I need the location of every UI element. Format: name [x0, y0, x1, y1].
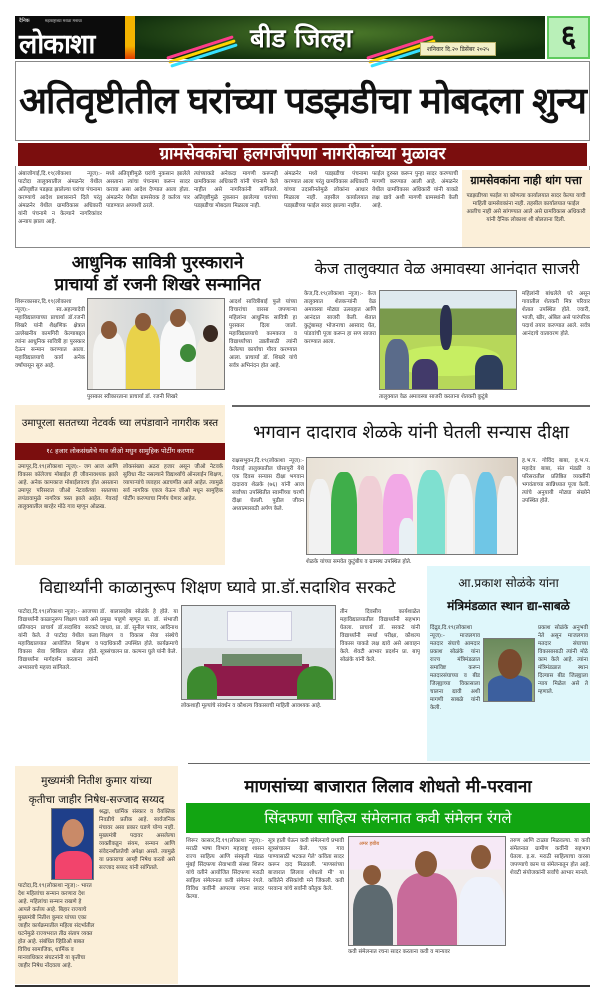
person-figure [126, 323, 160, 389]
person-figure [353, 885, 393, 945]
sarkate-text: लोकशाही मूल्यांचे संवर्धन व कौशल्य विकासाची माहिती आवश्यक आहे. [181, 703, 322, 709]
bhagwan-text: ह.भ.प. गोविंद बाबा, ह.भ.प. महादेव बाबा, संत मंडळी व परिसरातील प्रतिष्ठित व्यक्तींनी भगवंताच्या सान्निध्यात पूजा केली. त्यांचे अनुयायी मोठ्या संख्येने उपस्थित होते. [522, 458, 590, 504]
solanke-headline-line2: मंत्रिमंडळात स्थान द्या-साबळे [447, 599, 570, 613]
person-head [203, 325, 218, 342]
solanke-box [427, 566, 590, 761]
sidebar-text: पडझडीच्या फाईल या कोणत्या कार्यालयात सादर केल्या याची माहिती ग्रामसेवकांना नाही. तहसील कार्यालयात फाईल आलीच नाही असे सांगण्यात आले असे ग्रामविकास अधिकारी यांनी दैनिक लोकाशा शी बोलताना दिली. [466, 193, 586, 223]
child-figure [399, 518, 415, 554]
person-figure [459, 877, 505, 945]
person-figure [331, 472, 357, 554]
masthead-stripe [125, 16, 135, 59]
stage-banner [227, 611, 292, 641]
savitri-headline [15, 252, 300, 296]
savitri-headline-line1: आधुनिक सावित्री पुरस्काराने [71, 253, 244, 273]
kej-text: केज,दि.१९(लोकाशा न्यूज):- केज तालुक्यात शेतकऱ्यांनी वेळ अमावस्या मोठ्या उत्साहात आणि आनंदात साजरी केली. शेतात कुटुंबासह भोजनाचा आस्वाद घेत, पांडवांची पूजा करून हा सण साजरा करण्यात आला. [304, 291, 376, 345]
section-divider [188, 763, 590, 764]
logo-tagline: महाराष्ट्राच्या मराठा मनाचा [45, 18, 82, 23]
section-divider [232, 405, 590, 407]
parwana-photo [348, 836, 506, 946]
lead-column: अंबाजोगाई,दि.१९(लोकाशा न्यूज):- पाटोदा तालुक्यातील अंमळनेर येथील अतिवृष्टीत पडझड झालेल्या घरांचा पंचनामा करण्याचे आदेश प्रशासनाने दिले परंतु अंमळनेर येथील ग्रामविकास अधिकारी यांनी पंचनामे न केल्याने नागरिकांवर अन्याय झाला आहे. [18, 171, 102, 225]
parwana-text: तरुण आणि टाळ्या मिळवल्या. या कवी संमेलनात ग्रामीण कवींनी सहभाग घेतला. इ.स. मराठी साहित्याचा वारसा जपण्याचे काम या संमेलनातून होत आहे. शेवटी संयोजकांनी सर्वांचे आभार मानले. [510, 838, 590, 876]
solanke-photo [483, 638, 535, 702]
person-head [62, 819, 84, 847]
logo-prefix: दैनिक [19, 18, 30, 24]
nitish-photo [51, 808, 94, 880]
nitish-text: पाटोदा,दि.१९(लोकाशा न्यूज):- भारत देश महिलांचा सन्मान करणारा देश आहे. महिलांचा सन्मान राखणे हे आपले कर्तव्य आहे. बिहार राज्याचे मुख्यमंत्री नितीश कुमार यांच्या एका जाहीर कार्यक्रमातील महिला संदर्भातील घटनेमुळे राज्यभरात तीव्र संताप व्यक्त होत आहे. संबंधित व्हिडिओ बाबत विविध सामाजिक, धार्मिक व मानवाधिकार संघटनांनी या कृतीचा जाहीर निषेध नोंदवला आहे. [18, 883, 95, 969]
person-head [135, 313, 151, 331]
kej-photo-caption: तालुक्यात वेळ अमावस्या साजरी करताना शेतकरी कुटुंबे [379, 394, 488, 400]
person-figure [440, 305, 452, 350]
bhagwan-photo [306, 457, 518, 555]
solanke-text: प्रकाश सोळंके अनुभवी नेते असून माजलगाव मतदार संघाच्या विकासासाठी त्यांनी मोठे काम केले आहे. त्यांना मंत्रिमंडळात स्थान दिल्यास बीड जिल्ह्याला न्याय मिळेल असे ते म्हणाले. [538, 625, 588, 695]
person-figure [55, 851, 92, 879]
person-head [363, 865, 381, 885]
savitri-text: शिरूरकासार,दि.१९(लोकाशा न्यूज):- स्व.अहल्यादेवी महाविद्यालयाच्या प्राचार्या डॉ.रजनी शिखरे यांनी शैक्षणिक क्षेत्रात उल्लेखनीय कामगिरी केल्याबद्दल त्यांना आधुनिक सावित्री हा पुरस्कार देऊन सन्मान करण्यात आला. महाविद्यालयाचे कार्य अनेक वर्षांपासून सुरु आहे. [15, 299, 85, 369]
kej-headline: केज तालुक्यात वेळ अमावस्या आनंदात साजरी [314, 259, 580, 278]
umapur-text: उमापूर,दि.१९(लोकाशा न्यूज):- जग आज आणि विकास कॉलेजच मोबाईल ही जीवनावश्यक झाले आहे. अनेक कामकाज मोबाईलवरच होत असताना उमापूर परिसरात जीओ नेटवर्कच्या सततच्या लपंडावामुळे नागरिक त्रस्त झाले आहेत. गेवराई तालुक्यातील बारहेर मोठे गाव म्हणून ओळख. [18, 464, 118, 510]
parwana-photo-caption: कवी संमेलनात रचना सादर करताना कवी व मान्यवर [348, 949, 450, 955]
savitri-photo [87, 298, 225, 390]
person-figure [417, 470, 445, 554]
page-number: ६ [547, 16, 590, 59]
person-figure [93, 331, 125, 389]
bhagwan-photo-caption: शेळके यांच्या समवेत कुटुंबीय व ग्रामस्थ उपस्थित होते. [306, 559, 412, 565]
lead-column: फाईल दुरुस्त करून पुन्हा सादर करण्याची मागणी करण्यात आली आहे. अंमळनेर येथील ग्रामविकास अधिकारी यांनी याकडे लक्ष द्यावे अशी मागणी ग्रामस्थांनी केली आहे. [372, 171, 458, 209]
bhagwan-headline: भगवान दादाराव शेळके यांनी घेतली सन्यास दीक्षा [252, 422, 570, 443]
person-figure [475, 472, 497, 554]
solanke-text: दिंद्रुड,दि.१९(लोकाशा न्यूज):- माजलगाव मतदार संघाचे आमदार प्रकाश सोळंके यांना राज्य मंत्रिमंडळात समाविष्ट करून मतदारसंघाच्या व बीड जिल्ह्याच्या विकासाला चालना द्यावी अशी मागणी साबळे यांनी केली. [430, 625, 480, 711]
umapur-text: लोकसंख्या अठरा हजार असून जीओ नेटवर्क सुविधा नीट नसल्याने विद्यार्थ्यांचे ऑनलाईन शिक्षण, व्यापाऱ्यांचे व्यवहार अडचणीत आले आहेत. त्यामुळे सर्व नागरिक एकत्र येऊन जीओ मधून सामुहिक पोर्टींग करण्याचा निर्णय घेणार आहेत. [123, 464, 223, 502]
savitri-text: आदर्श सावित्रीबाई फुले यांच्या विचारांचा वारसा जपणाऱ्या महिलांना आधुनिक सावित्री हा पुरस्कार दिला जातो. महाविद्यालयाचे कामकाज व विद्यार्थ्यांच्या उन्नतीसाठी त्यांनी केलेल्या कार्याचा गौरव करण्यात आला. प्राचार्या डॉ. शिखरे यांचे सर्वत्र अभिनंदन होत आहे. [229, 299, 297, 369]
stage-table [204, 664, 309, 696]
logo-name: लोकाशा [19, 29, 95, 60]
person-figure [447, 474, 473, 554]
solanke-headline-line1: आ.प्रकाश सोळंके यांना [458, 576, 559, 590]
person-figure [475, 355, 503, 389]
sarkate-text: तीन दिवसीय कार्यशाळेत महाविद्यालयातील विद्यार्थ्यांनी सहभाग घेतला. प्राचार्य डॉ. सरकटे यांनी विद्यार्थ्यांनी स्पर्धा परीक्षा, कौशल्य विकास याकडे लक्ष द्यावे असे आवाहन केले. शेवटी आभार प्रदर्शन प्रा. बापू सोळंके यांनी केले. [340, 609, 420, 663]
nitish-headline-line1: मुख्यमंत्री नितीश कुमार यांच्या [41, 775, 152, 787]
sidebar-title: ग्रामसेवकांना नाही थांग पत्ता [470, 174, 582, 187]
umapur-subhead: १८ हजार लोकसंख्येचे गाव जीओ मधुन सामुहिक पोर्टींग करणार [15, 443, 225, 460]
bhagwan-text: राक्षसभुवन,दि.१९(लोकाशा न्यूज):- गेवराई तालुक्यातील घोसापुरी येथे एक दिवस सन्यास दीक्षा भगवान दादाराव शेळके (७६) यांनी आज सर्वांच्या उपस्थितीत स्वामींच्या चरणी दीक्षा घेतली. पुढील जीवन अध्यात्मासाठी अर्पण केले. [232, 458, 304, 512]
guests-row [222, 654, 302, 666]
person-figure [397, 873, 457, 945]
parwana-text: सूत्र हाती घेऊन कवी संमेलनाचे प्रभावी सूत्रसंचालन केले. 'एक गाव पाण्यासाठी भटकत गेले' कविता सादर करून दाद मिळवली. 'माणसांच्या बाजारात लिलाव शोधतो मी' या कवितेने रसिकांची मने जिंकली. कवी परवाना यांचे सर्वांनी कौतुक केले. [268, 838, 344, 892]
photo-banner-text: अमर हबीब [359, 841, 380, 847]
issue-date: शनिवार दि.२० डिसेंबर २०२५ [420, 42, 496, 56]
parwana-text: शिरूर कासार,दि.१९(लोकाशा न्यूज):- मराठी भाषा विभाग महाराष्ट्र शासन राज्य साहित्य आणि संस्कृती मंडळ मुंबई सिंदफणा सेवाभावी संस्था शिरूर यांचे वतीने आयोजित सिंदफणा मराठी साहित्य संमेलनात कवी संमेलन रंगले. विविध कवींनी आपल्या रचना सादर केल्या. [186, 838, 264, 900]
nitish-box [15, 766, 178, 984]
lead-column: मध्ये अतिवृष्टीमुळे घरांचे नुकसान झालेले असताना त्यांचा पंचनामा करून सादर करावा असा आदेश देण्यात आला होता. अंमळनेर येथील ग्रामसेवक हे कर्तव्य पार पाडण्यात अपयशी ठरले. [106, 171, 190, 209]
person-figure [196, 334, 225, 389]
person-head [415, 851, 437, 877]
person-head [498, 649, 522, 679]
bouquet [180, 344, 196, 362]
page-bottom-rule [15, 985, 590, 987]
lead-sidebar [462, 170, 590, 247]
section-title: बीड जिल्हा [250, 24, 353, 54]
person-figure [412, 359, 438, 389]
sarkate-photo [181, 605, 336, 700]
person-figure [309, 479, 331, 554]
person-head [170, 309, 186, 327]
person-head [471, 845, 491, 869]
sarkate-text: डॉ. बालासाहेब सोळंके हे होते. या प्रमुख पाहुणे म्हणून प्रा. डॉ. संभाजी जाधव, प्रा. डॉ. सुनील पवार, आदिनाथ शिक्षण व विकास सेवा संस्थेचे पदाधिकारी उपस्थित होते. कार्यक्रमाचे सूत्रसंचालन प्रा. कल्पना घुले यांनी केले. [100, 609, 178, 655]
lead-column: अंमळनेर मध्ये पडझडीचा पंचनामा करण्यात आला परंतु ग्रामविकास अधिकारी यांच्या उदासीनतेमुळे लोकांना आधार मिळाला नाही. तहसील कार्यालयात पडझडीच्या फाईल सादर झाल्या नाहीत. [284, 171, 368, 209]
lead-headline: अतिवृष्टीतील घरांच्या पडझडीचा मोबदला शुन्य [15, 61, 590, 141]
section-banner [135, 16, 545, 59]
kej-text: महिलांनी बांधलेले घरे असून गावातील शेतकरी मित्र परिवार शेतात उपस्थित होते. ज्वारी, भाजी, खीर, अंबिल असे पारंपरिक पदार्थ तयार करण्यात आले. सर्वत्र आनंदाचे वातावरण होते. [522, 291, 590, 337]
parwana-headline: माणसांच्या बाजारात लिलाव शोधतो मी-परवाना [244, 777, 532, 797]
lead-column: त्यांच्याकडे अनेकदा मागणी करूनही ग्रामविकास अधिकारी यांनी पंचनामे केले नाहीत असे नागरिकांनी सांगितले. अतिवृष्टीमुळे नुकसान झालेल्या घरांच्या पडझडीचा मोबदला मिळाला नाही. [194, 171, 278, 209]
person-figure [357, 476, 383, 554]
lead-subhead: ग्रामसेवकांचा हलगर्जीपणा नागरीकांच्या मुळावर [18, 143, 587, 166]
sarkate-text: पाटोदा,दि.१९(लोकाशा न्यूज):- आजच्या विद्यार्थ्यांनी काळानुरूप शिक्षण घ्यावे असे प्रतिपादन प्राचार्य डॉ.सदाशिव सरकटे यांनी केले. ते पाटोदा येथील कला महाविद्यालयात आयोजित शिक्षण व विकास सेवा शिबिरात बोलत होते. विद्यार्थ्यांना मार्गदर्शन करताना त्यांनी अभ्यासाचे महत्त्व सांगितले. [18, 609, 98, 671]
person-figure [385, 339, 409, 389]
newspaper-logo [15, 16, 125, 59]
nitish-text: श्रद्धा, धार्मिक संस्कार व वैयक्तिक निवडीचे प्रतीक आहे. सार्वजनिक मंचावर असा प्रकार घडणे योग्य नाही. मुख्यमंत्री पदावर असलेल्या व्यक्तीकडून संयम, सन्मान आणि संवेदनशीलतेची अपेक्षा असते. त्यामुळे या प्रकाराचा आम्ही निषेध करतो असे सज्जाद सय्यद यांनी सांगितले. [99, 809, 175, 871]
person-figure [497, 476, 518, 554]
savitri-headline-line2: प्राचार्या डॉ रजनी शिखरे सन्मानित [54, 275, 261, 295]
parwana-subhead: सिंदफणा साहित्य संमेलनात कवी संमेलन रंगले [186, 803, 590, 833]
nitish-headline-line2: कृतीचा जाहीर निषेध-सज्जाद सय्यद [28, 794, 165, 806]
plant [297, 666, 333, 700]
sarkate-headline: विद्यार्थ्यांनी काळानुरूप शिक्षण घ्यावे प्रा.डॉ.सदाशिव सरकटे [39, 578, 396, 598]
person-head [101, 321, 117, 339]
plant [187, 666, 217, 700]
savitri-photo-caption: पुरस्कार स्वीकारताना प्राचार्या डॉ. रजनी शिखरे [87, 394, 178, 400]
kej-photo [379, 290, 517, 390]
umapur-headline: उमापूरला सततच्या नेटवर्क च्या लपंडावाने नागरीक त्रस्त [21, 418, 219, 429]
